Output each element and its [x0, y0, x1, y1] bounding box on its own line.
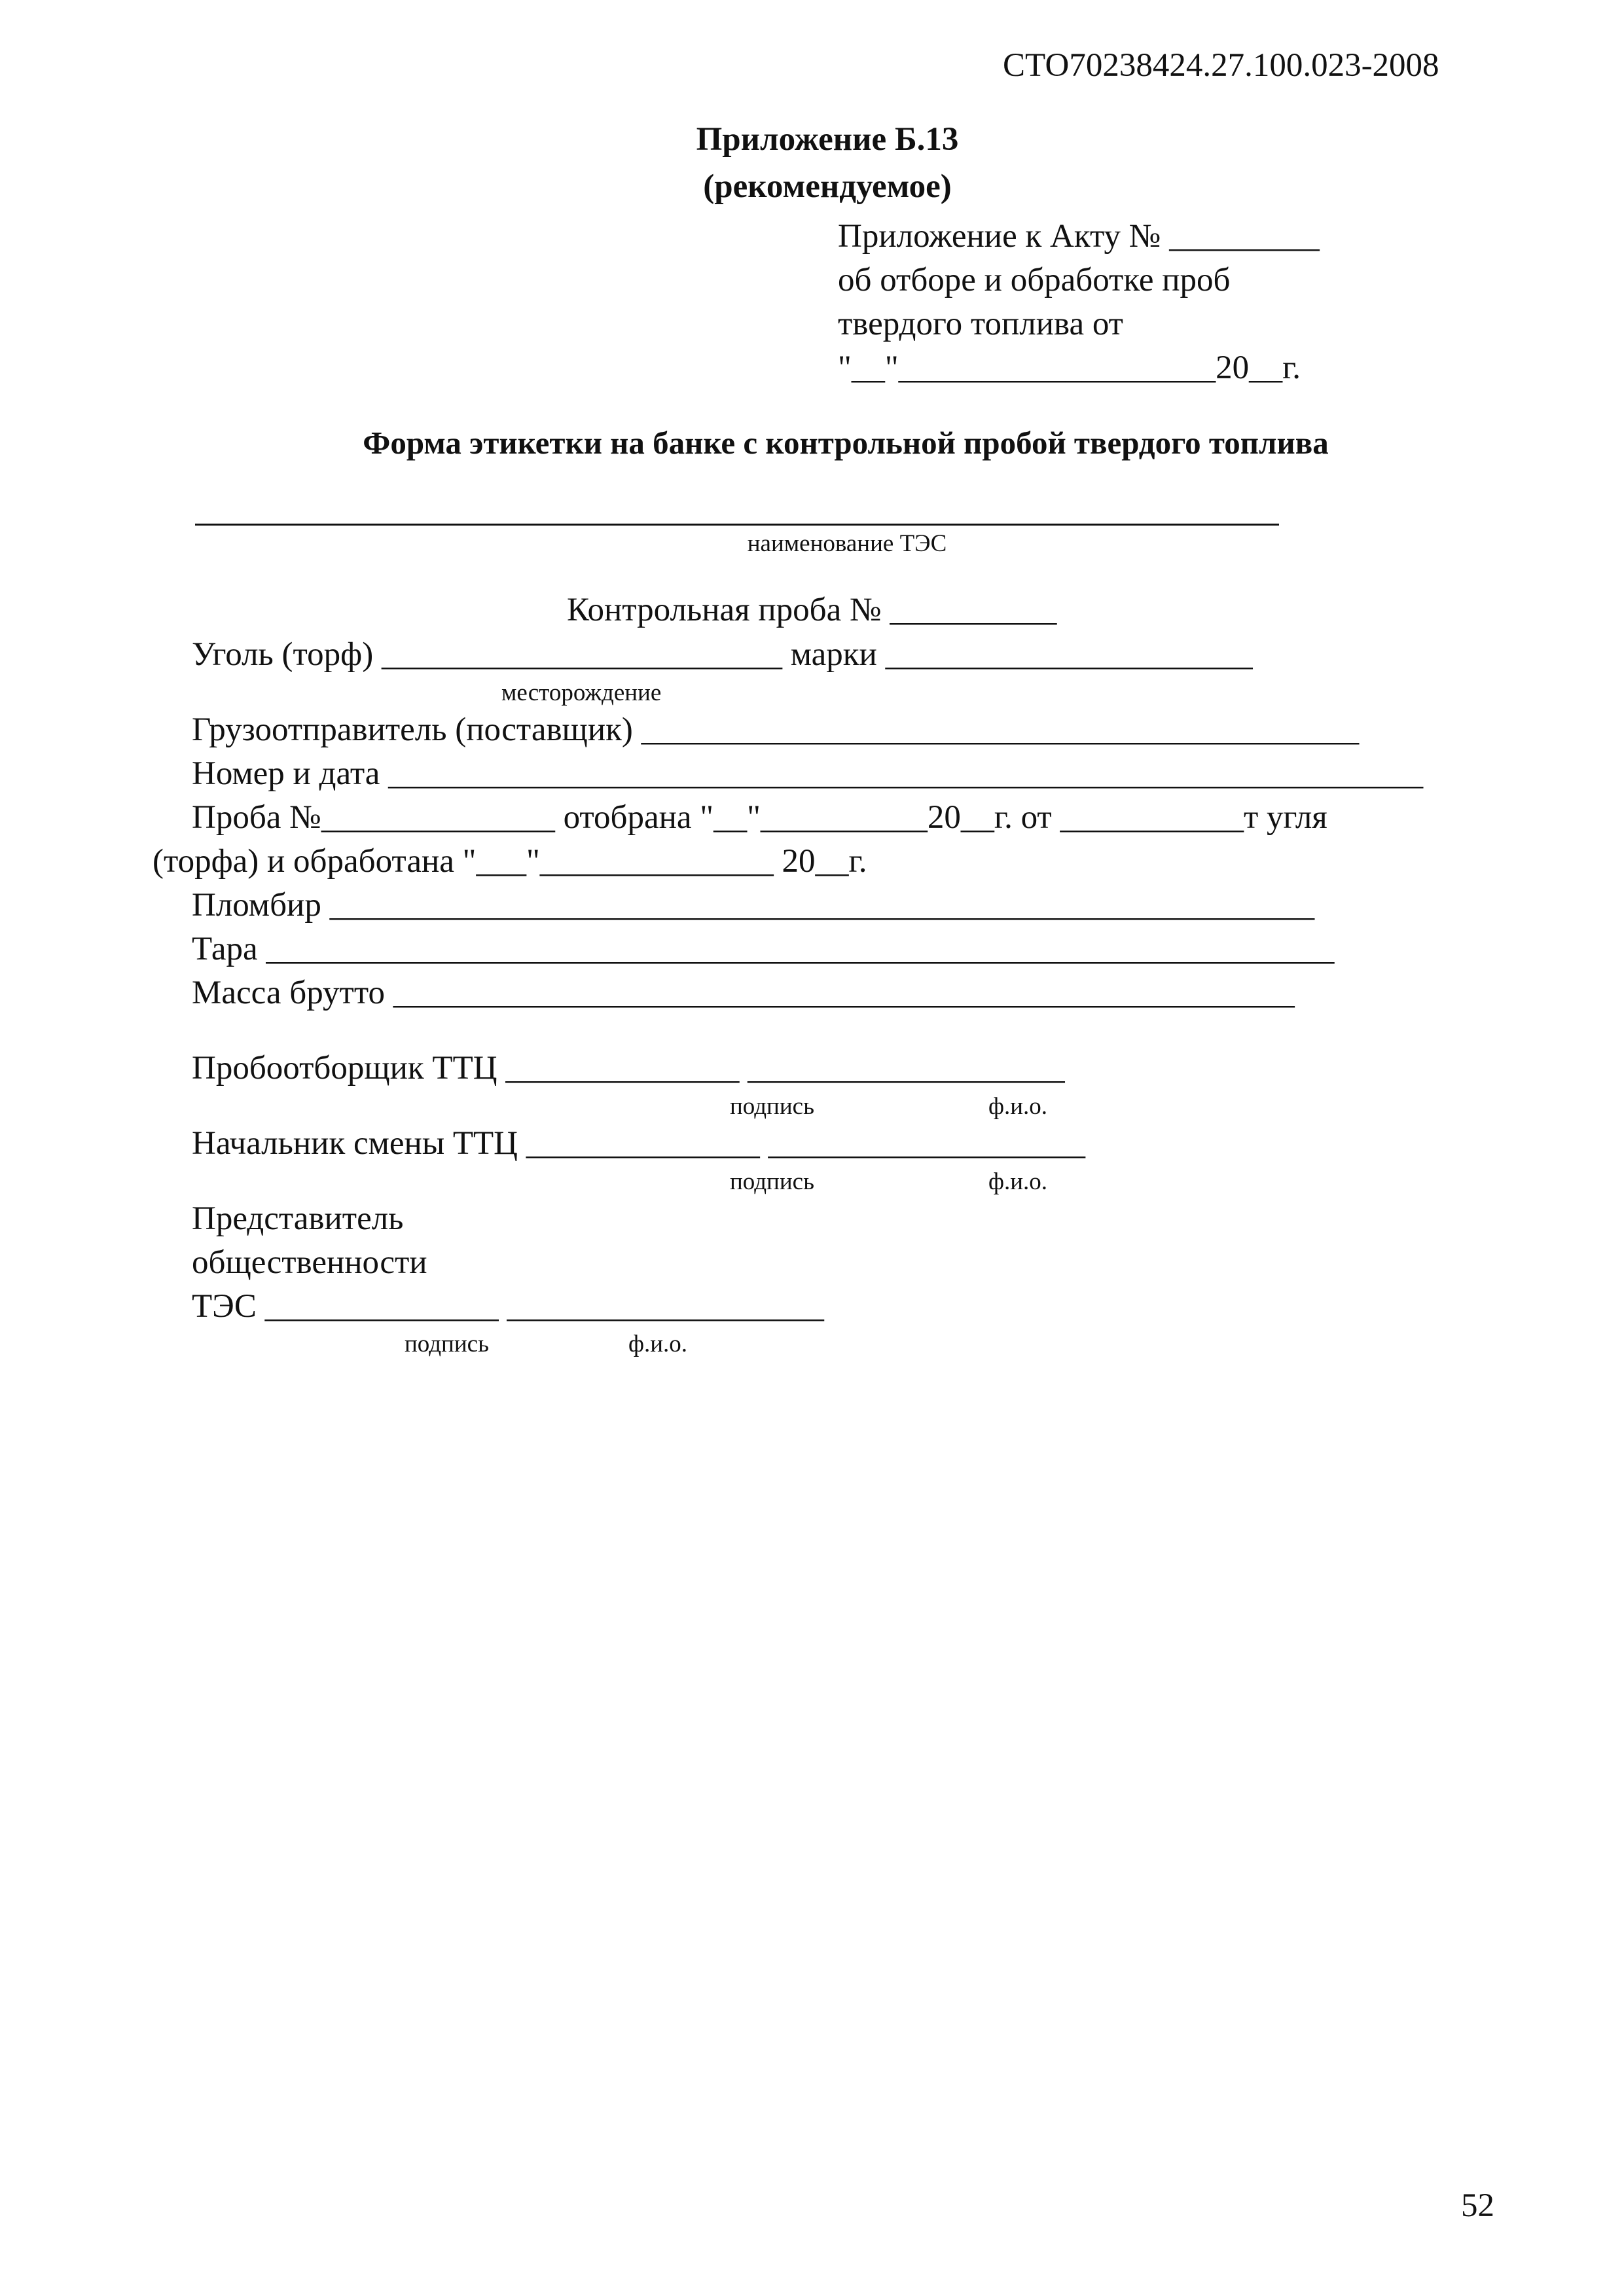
sampler-signature-caption: подпись	[730, 1093, 814, 1120]
act-reference-line-1: Приложение к Акту № _________	[838, 218, 1320, 255]
act-reference-date: "__"___________________20__г.	[838, 350, 1301, 386]
shift-head-name-caption: ф.и.о.	[988, 1168, 1048, 1195]
public-representative-signature-caption: подпись	[405, 1331, 489, 1357]
coal-peat-field: Уголь (торф) ________________________ марки ______________________	[192, 636, 1253, 673]
sample-taken-field: Проба №______________ отобрана "__"__________20__г. от ___________т угля	[192, 799, 1327, 836]
sample-processed-field: (торфа) и обработана "___"______________ 20__г.	[153, 843, 867, 880]
act-reference-line-2: об отборе и обработке проб	[838, 262, 1231, 298]
public-representative-signature-line: ТЭС ______________ ___________________	[192, 1288, 824, 1325]
page-number: 52	[1461, 2187, 1494, 2224]
shift-head-signature-line: Начальник смены ТТЦ ______________ ___________________	[192, 1125, 1085, 1162]
public-representative-label-2: общественности	[192, 1244, 427, 1281]
deposit-caption: месторождение	[501, 679, 662, 706]
shipper-field: Грузоотправитель (поставщик) ___________________________________________	[192, 711, 1360, 748]
control-sample-field: Контрольная проба № __________	[567, 592, 1057, 628]
number-date-field: Номер и дата ______________________________________________________________	[192, 755, 1424, 792]
document-number: СТО70238424.27.100.023-2008	[1003, 47, 1439, 84]
appendix-title: Приложение Б.13	[696, 121, 959, 158]
sampler-name-caption: ф.и.о.	[988, 1093, 1048, 1120]
public-representative-name-caption: ф.и.о.	[628, 1331, 688, 1357]
tes-name-line	[195, 524, 1279, 526]
gross-mass-field: Масса брутто ______________________________________________________	[192, 975, 1295, 1011]
tes-name-caption: наименование ТЭС	[747, 530, 947, 557]
form-heading: Форма этикетки на банке с контрольной пробой твердого топлива	[363, 425, 1329, 461]
sampler-signature-line: Пробоотборщик ТТЦ ______________ ___________________	[192, 1050, 1065, 1086]
shift-head-signature-caption: подпись	[730, 1168, 814, 1195]
public-representative-label-1: Представитель	[192, 1200, 404, 1237]
appendix-subtitle: (рекомендуемое)	[703, 168, 952, 205]
container-field: Тара ________________________________________________________________	[192, 931, 1335, 967]
sealer-field: Пломбир ___________________________________________________________	[192, 887, 1315, 924]
act-reference-line-3: твердого топлива от	[838, 306, 1123, 342]
